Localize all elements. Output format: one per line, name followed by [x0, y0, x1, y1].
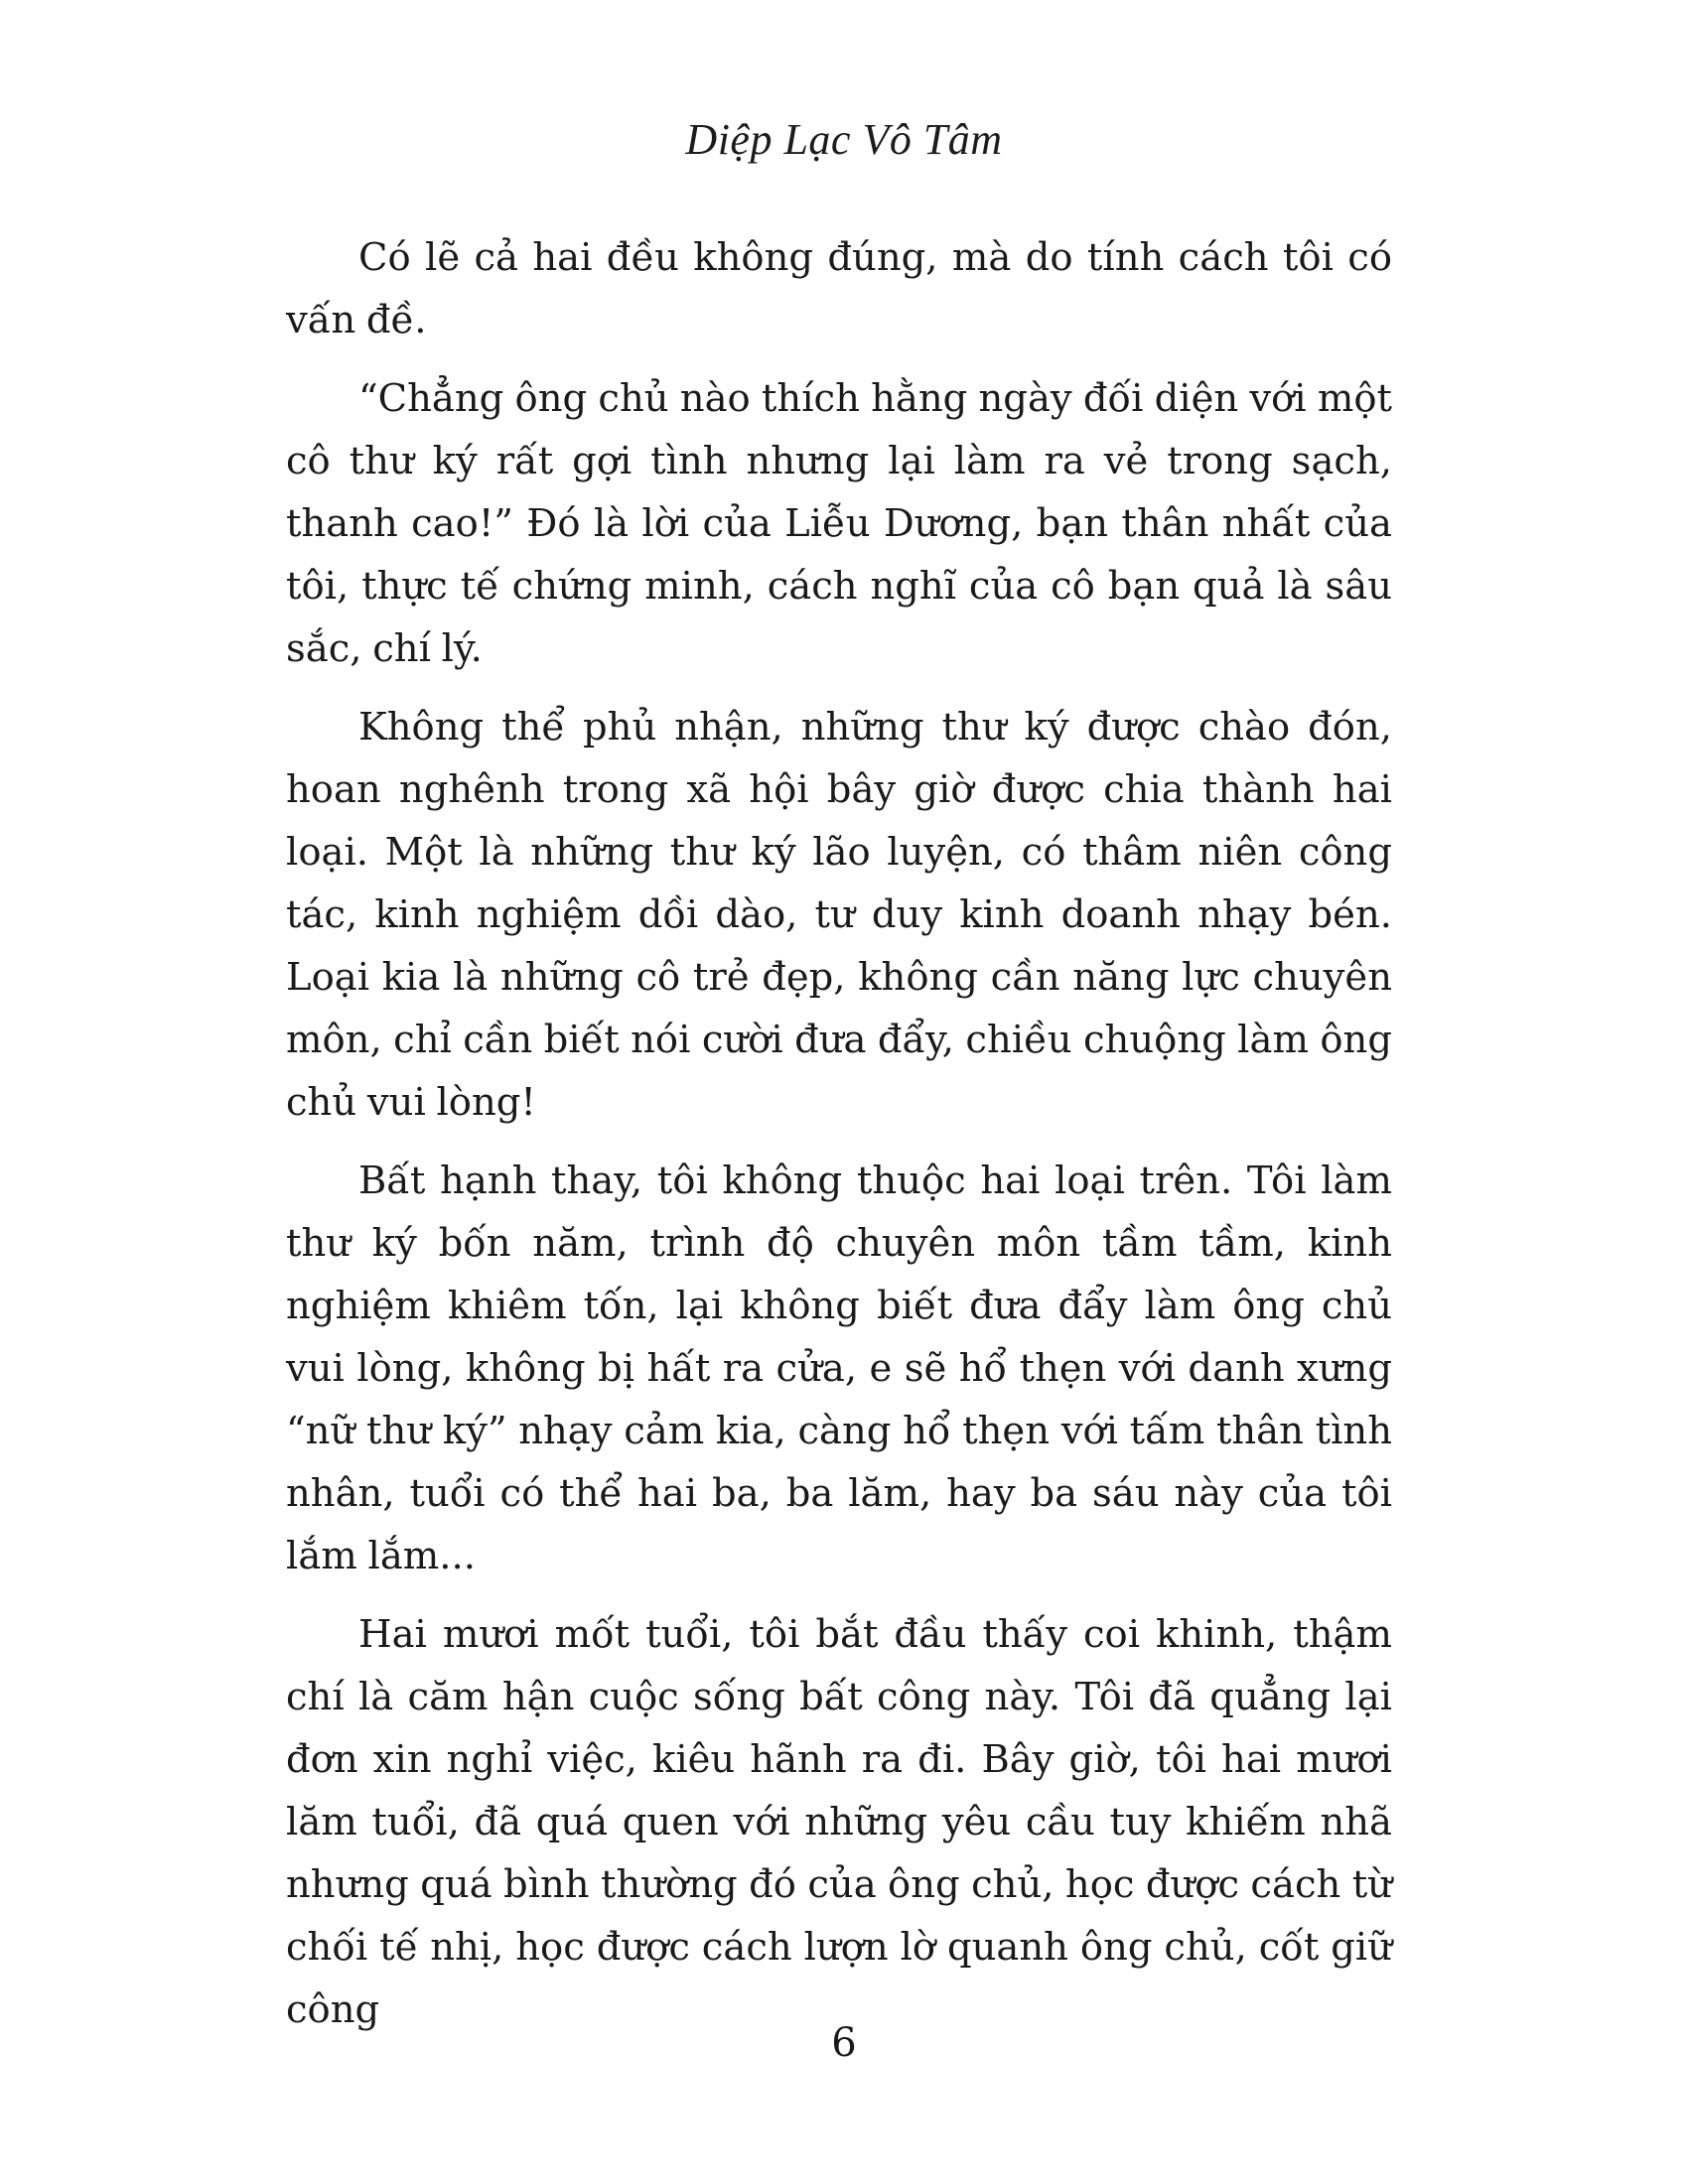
- paragraph: Không thể phủ nhận, những thư ký được chào đón, hoan nghênh trong xã hội bây giờ được chia thành hai loại. Một là những thư ký lão luyện, có thâm niên công tác, kinh nghiệm dồi dào, tư duy kinh doanh nhạy bén. Loại kia là những cô trẻ đẹp, không cần năng lực chuyên môn, chỉ cần biết nói cười đưa đẩy, chiều chuộng làm ông chủ vui lòng!: [286, 705, 1392, 1125]
- page-number: 6: [831, 2020, 857, 2066]
- body-text: [286, 226, 1392, 2057]
- paragraph: Có lẽ cả hai đều không đúng, mà do tính cách tôi có vấn đề.: [286, 235, 1392, 342]
- paragraph: Bất hạnh thay, tôi không thuộc hai loại trên. Tôi làm thư ký bốn năm, trình độ chuyên môn tầm tầm, kinh nghiệm khiêm tốn, lại không biết đưa đẩy làm ông chủ vui lòng, không bị hất ra cửa, e sẽ hổ thẹn với danh xưng “nữ thư ký” nhạy cảm kia, càng hổ thẹn với tấm thân tình nhân, tuổi có thể hai ba, ba lăm, hay ba sáu này của tôi lắm lắm...: [286, 1159, 1392, 1578]
- running-header-title: Diệp Lạc Vô Tâm: [685, 115, 1003, 164]
- paragraph: “Chẳng ông chủ nào thích hằng ngày đối diện với một cô thư ký rất gợi tình nhưng lại làm ra vẻ trong sạch, thanh cao!” Đó là lời của Liễu Dương, bạn thân nhất của tôi, thực tế chứng minh, cách nghĩ của cô bạn quả là sâu sắc, chí lý.: [286, 376, 1392, 671]
- paragraph: Hai mươi mốt tuổi, tôi bắt đầu thấy coi khinh, thậm chí là căm hận cuộc sống bất công này. Tôi đã quẳng lại đơn xin nghỉ việc, kiêu hãnh ra đi. Bây giờ, tôi hai mươi lăm tuổi, đã quá quen với những yêu cầu tuy khiếm nhã nhưng quá bình thường đó của ông chủ, học được cách từ chối tế nhị, học được cách lượn lờ quanh ông chủ, cốt giữ công: [286, 1612, 1392, 2032]
